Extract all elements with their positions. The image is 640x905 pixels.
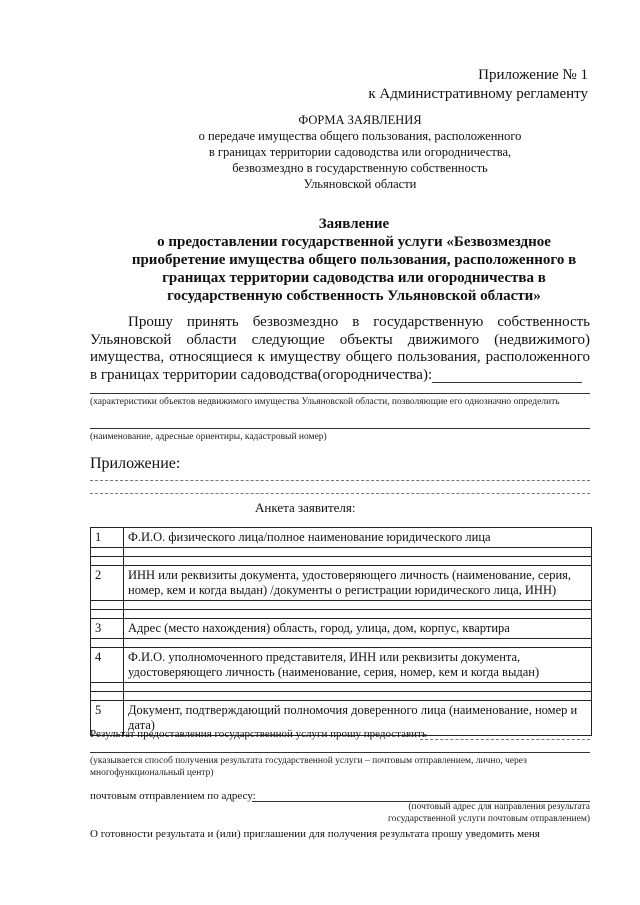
hint-characteristics: (характеристики объектов недвижимого имущества Ульяновской области, позволяющие его однозначно определить [90,397,560,407]
row-number: 3 [91,619,124,639]
readiness-text: О готовности результата и (или) приглашении для получения результата прошу уведомить меня [90,828,540,840]
postal-hint-1: (почтовый адрес для направления результата [408,802,590,812]
attachment-line-1 [90,480,590,481]
row-number: 4 [91,648,124,683]
fill-line-2 [90,428,590,429]
territory-fill-line [432,382,582,383]
row-label: Ф.И.О. уполномоченного представителя, ИНН или реквизиты документа, удостоверяющего личность (наименование, серия, номер, кем и когда выдан) [124,648,592,683]
statement-title-4: границах территории садоводства или огородничества в [162,270,546,286]
fill-line-1 [90,393,590,394]
table-row [91,566,592,601]
table-row-input[interactable] [91,601,592,610]
form-title: ФОРМА ЗАЯВЛЕНИЯ [298,113,422,127]
row-number: 1 [91,528,124,548]
request-paragraph: Прошу принять безвозмездно в государственную собственность Ульяновской области следующие объекты движимого (недвижимого) имущества, относящиеся к имуществу общего пользования, расположенного в границах территории садоводства(огородничества): [90,314,590,383]
form-subtitle-2: в границах территории садоводства или огородничества, [208,145,512,159]
attachment-line-2 [90,493,590,494]
table-row [91,528,592,548]
postal-hint-2: государственной услуги почтовым отправлением) [388,814,590,824]
appendix-number: Приложение № 1 [478,67,588,83]
row-label: ИНН или реквизиты документа, удостоверяющего личность (наименование, серия, номер, кем и когда выдан) /документы о регистрации юридического лица, ИНН) [124,566,592,601]
table-row-input[interactable] [91,557,592,566]
result-label: Результат предоставления государственной услуги прошу предоставить [90,728,427,740]
table-row-input[interactable] [91,639,592,648]
anketa-title: Анкета заявителя: [255,500,356,515]
form-subtitle-4: Ульяновской области [303,177,417,191]
row-number: 5 [91,701,124,736]
result-fill-line[interactable] [420,739,590,740]
form-header [40,112,640,192]
postal-hint [370,801,590,825]
statement-title-5: государственную собственность Ульяновской области» [167,288,541,304]
table-row [91,619,592,639]
statement-title-3: приобретение имущества общего пользования, расположенного в [131,252,577,268]
row-number: 2 [91,566,124,601]
result-line [90,752,590,753]
postal-label: почтовым отправлением по адресу: [90,790,256,802]
hint-naming: (наименование, адресные ориентиры, кадастровый номер) [90,432,327,442]
appendix-regulation: к Административному регламенту [368,86,588,102]
attachment-label: Приложение: [90,455,181,472]
form-subtitle-3: безвозмездно в государственную собственность [232,161,488,175]
form-subtitle-1: о передаче имущества общего пользования, расположенного [198,129,522,143]
table-row-input[interactable] [91,548,592,557]
result-hint: (указывается способ получения результата государственной услуги – почтовым отправлением, лично, через многофункциональный центр) [90,756,527,778]
applicant-table [90,527,592,736]
statement-title [34,215,640,305]
table-row [91,648,592,683]
row-label: Документ, подтверждающий полномочия доверенного лица (наименование, номер и дата) [124,701,592,736]
row-label: Адрес (место нахождения) область, город, улица, дом, корпус, квартира [124,619,592,639]
table-row-input[interactable] [91,683,592,692]
statement-title-2: о предоставлении государственной услуги «Безвозмездное [157,234,551,250]
appendix-header [368,66,588,104]
table-row-input[interactable] [91,610,592,619]
table-row-input[interactable] [91,692,592,701]
row-label: Ф.И.О. физического лица/полное наименование юридического лица [124,528,592,548]
statement-title-1: Заявление [318,216,390,232]
